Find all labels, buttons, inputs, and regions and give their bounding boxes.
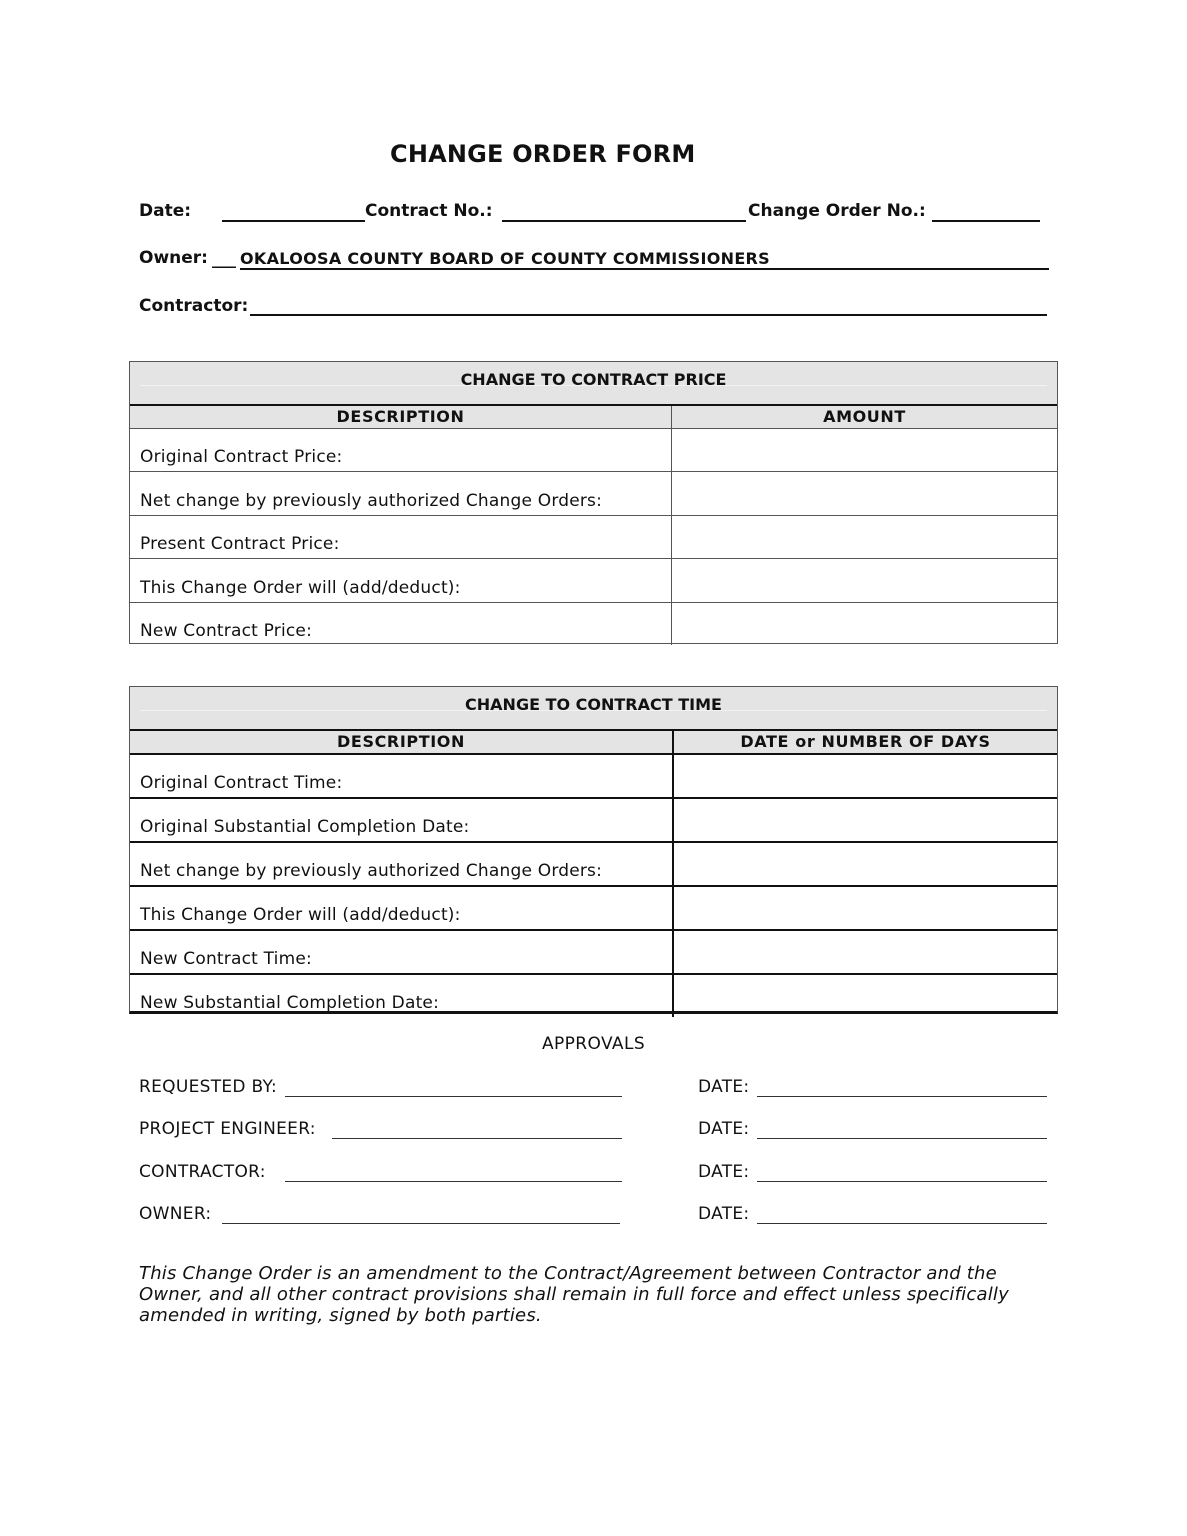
change-order-no-field[interactable] [932,220,1040,222]
time-table-caption: CHANGE TO CONTRACT TIME [130,687,1057,731]
date-cell[interactable] [674,887,1057,929]
requested-by-signature-field[interactable] [285,1096,622,1097]
requested-by-date-field[interactable] [757,1096,1047,1097]
amount-cell[interactable] [672,559,1057,602]
table-row [130,887,1057,931]
row-label: Original Substantial Completion Date: [140,817,470,837]
row-label: Original Contract Time: [140,773,343,793]
contractor-approval-label: CONTRACTOR: [139,1162,266,1182]
price-col-description: DESCRIPTION [130,406,672,428]
amount-cell[interactable] [672,603,1057,645]
owner-date-label: DATE: [698,1204,750,1224]
contract-price-table [129,361,1058,644]
owner-label: Owner: [139,248,208,268]
date-cell[interactable] [674,843,1057,885]
amount-cell[interactable] [672,516,1057,558]
row-label: New Substantial Completion Date: [140,993,440,1013]
table-row [130,755,1057,799]
price-table-caption: CHANGE TO CONTRACT PRICE [130,362,1057,406]
contract-time-table [129,686,1058,1014]
date-field[interactable] [222,220,365,222]
owner-value: OKALOOSA COUNTY BOARD OF COUNTY COMMISSIONERS [240,249,770,268]
project-engineer-date-label: DATE: [698,1119,750,1139]
contractor-label: Contractor: [139,296,249,316]
date-label: Date: [139,201,192,221]
owner-field[interactable] [240,268,1049,270]
contract-no-label: Contract No.: [365,201,493,221]
row-label: Present Contract Price: [140,534,340,554]
row-label: Net change by previously authorized Change Orders: [140,861,603,881]
contract-no-field[interactable] [502,220,746,222]
project-engineer-label: PROJECT ENGINEER: [139,1119,316,1139]
table-row [130,559,1057,603]
time-col-date: DATE or NUMBER OF DAYS [740,732,991,751]
time-table-header [130,731,1057,755]
date-cell[interactable] [674,799,1057,841]
table-row [130,516,1057,559]
owner-prefix: ___ [212,249,236,268]
project-engineer-signature-field[interactable] [332,1138,622,1139]
amount-cell[interactable] [672,472,1057,515]
table-row [130,429,1057,472]
amendment-note: This Change Order is an amendment to the Contract/Agreement between Contractor and the Owner, and all other contract provisions shall remain in full force and effect unless specifically amended in writing, signed by both parties. [139,1263,1009,1326]
change-order-no-label: Change Order No.: [748,201,926,221]
amount-cell[interactable] [672,429,1057,471]
time-col-description: DESCRIPTION [130,731,674,753]
contractor-date-field[interactable] [757,1181,1047,1182]
owner-approval-label: OWNER: [139,1204,212,1224]
requested-by-label: REQUESTED BY: [139,1077,278,1097]
approvals-heading: APPROVALS [541,1034,646,1054]
table-row [130,799,1057,843]
row-label: New Contract Time: [140,949,312,969]
table-row [130,472,1057,516]
row-label: New Contract Price: [140,621,313,641]
price-table-header [130,406,1057,429]
row-label: Net change by previously authorized Change Orders: [140,491,603,511]
price-col-amount: AMOUNT [823,407,906,426]
table-row [130,975,1057,1017]
table-row [130,931,1057,975]
row-label: This Change Order will (add/deduct): [140,578,461,598]
owner-signature-field[interactable] [222,1223,620,1224]
date-cell[interactable] [674,931,1057,973]
date-cell[interactable] [674,975,1057,1017]
date-cell[interactable] [674,755,1057,797]
project-engineer-date-field[interactable] [757,1138,1047,1139]
contractor-date-label: DATE: [698,1162,750,1182]
contractor-signature-field[interactable] [285,1181,622,1182]
contractor-field[interactable] [250,314,1047,316]
owner-date-field[interactable] [757,1223,1047,1224]
row-label: Original Contract Price: [140,447,343,467]
form-title: CHANGE ORDER FORM [390,140,696,168]
requested-by-date-label: DATE: [698,1077,750,1097]
row-label: This Change Order will (add/deduct): [140,905,461,925]
table-row [130,603,1057,645]
table-row [130,843,1057,887]
